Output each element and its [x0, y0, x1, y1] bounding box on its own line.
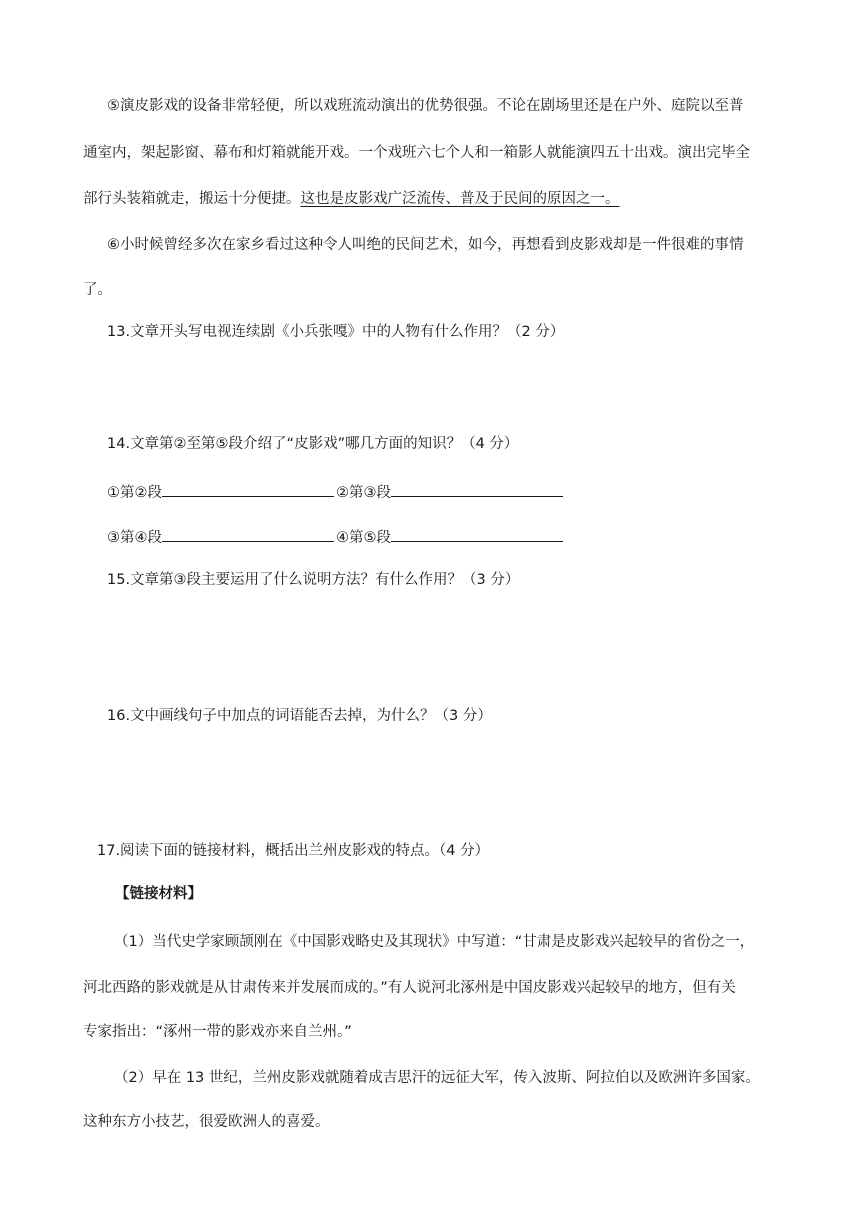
- question-14-row-2: [107, 525, 565, 548]
- paragraph-5-line-2: 通室内，架起影窗、幕布和灯箱就能开戏。一个戏班六七个人和一箱影人就能演四五十出戏。演出完毕全: [83, 145, 750, 161]
- paragraph-5-line-1: ⑤演皮影戏的设备非常轻便，所以戏班流动演出的优势很强。不论在剧场里还是在户外、庭院以至普: [107, 98, 744, 114]
- material-heading: 【链接材料】: [115, 886, 202, 902]
- material-p2-line-1: （2）早在 13 世纪，兰州皮影戏就随着成吉思汗的远征大军，传入波斯、阿拉伯以及欧洲许多国家。: [114, 1070, 760, 1086]
- q14-item-2-label: ②第③段: [336, 485, 391, 501]
- material-p1-line-2: 河北西路的影戏就是从甘肃传来并发展而成的。”有人说河北涿州是中国皮影戏兴起较早的地方，但有关: [83, 980, 736, 996]
- material-p1-line-3: 专家指出：“涿州一带的影戏亦来自兰州。”: [83, 1024, 352, 1040]
- material-p2-line-2: 这种东方小技艺，很爱欧洲人的喜爱。: [83, 1114, 330, 1130]
- q14-item-3-label: ③第④段: [107, 530, 162, 546]
- answer-blank-4[interactable]: [391, 525, 563, 542]
- question-17: 17.阅读下面的链接材料，概括出兰州皮影戏的特点。（4 分）: [97, 843, 490, 859]
- answer-blank-3[interactable]: [162, 525, 334, 542]
- answer-blank-2[interactable]: [391, 480, 563, 497]
- question-14-row-1: [107, 480, 565, 503]
- paragraph-6-line-1: ⑥小时候曾经多次在家乡看过这种令人叫绝的民间艺术，如今，再想看到皮影戏却是一件很难的事情: [107, 237, 744, 253]
- question-13: 13.文章开头写电视连续剧《小兵张嘎》中的人物有什么作用？（2 分）: [107, 324, 565, 340]
- underlined-sentence: 这也是皮影戏广泛流传、普及于民间的原因之一。: [300, 191, 620, 207]
- q14-item-4-label: ④第⑤段: [336, 530, 391, 546]
- answer-blank-1[interactable]: [162, 480, 334, 497]
- paragraph-5-text: 部行头装箱就走，搬运十分便捷。: [83, 191, 301, 207]
- q14-item-1-label: ①第②段: [107, 485, 162, 501]
- paragraph-5-line-3: [83, 189, 620, 209]
- paragraph-6-line-2: 了。: [83, 282, 112, 298]
- material-p1-line-1: （1）当代史学家顾颉刚在《中国影戏略史及其现状》中写道：“甘肃是皮影戏兴起较早的省份之一，: [114, 934, 755, 950]
- question-14: 14.文章第②至第⑤段介绍了“皮影戏”哪几方面的知识？（4 分）: [107, 436, 519, 452]
- question-16: 16.文中画线句子中加点的词语能否去掉，为什么？（3 分）: [107, 708, 492, 724]
- question-15: 15.文章第③段主要运用了什么说明方法？有什么作用？（3 分）: [107, 572, 520, 588]
